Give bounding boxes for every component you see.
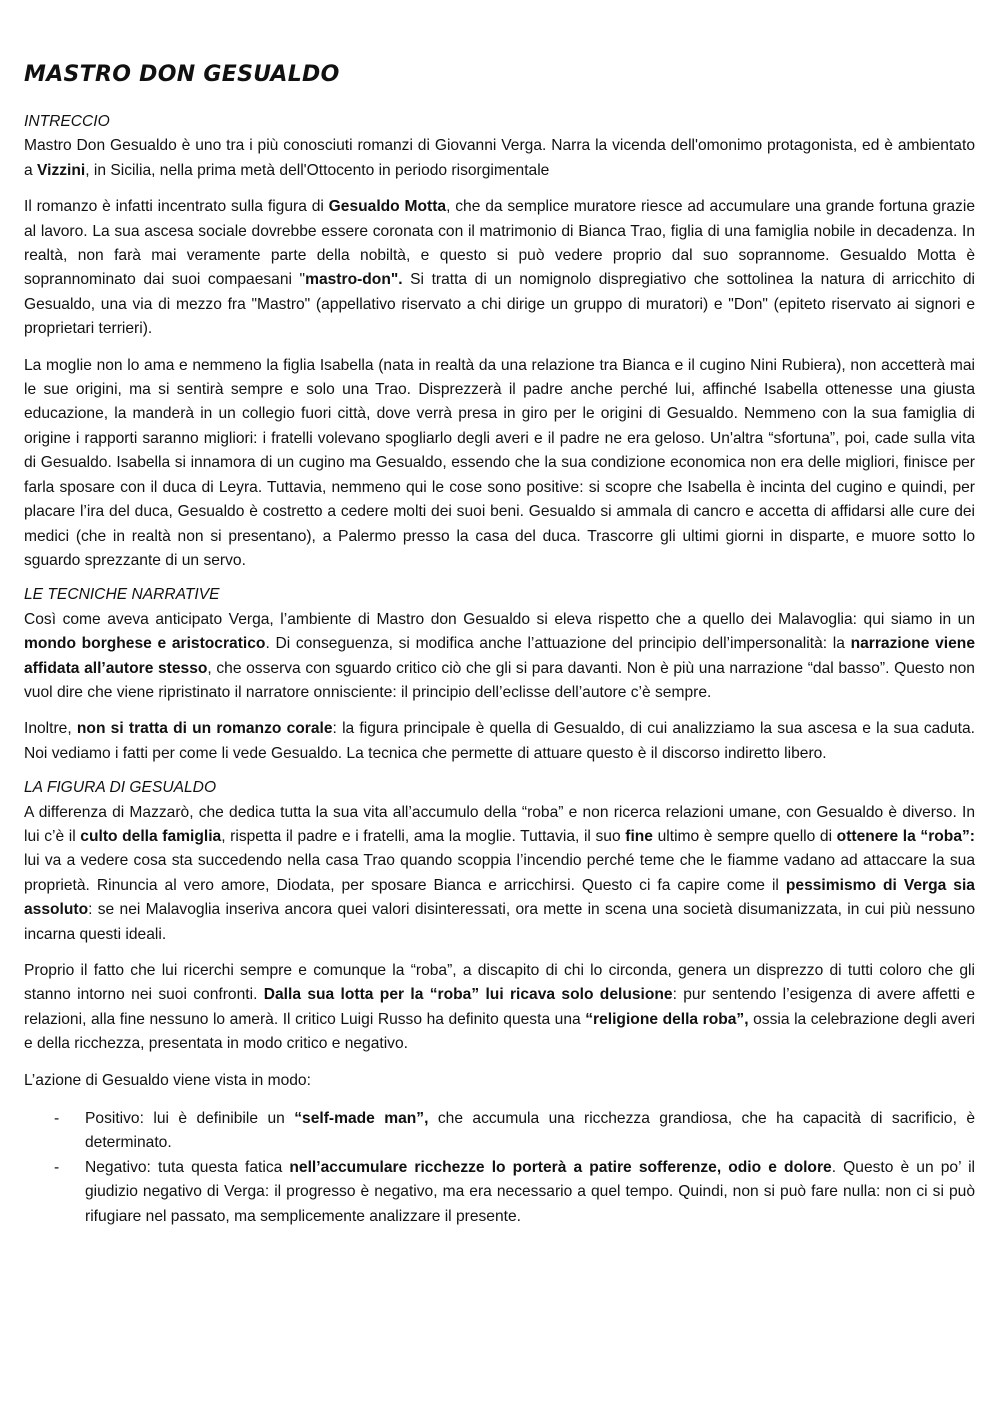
text-run: Negativo: tuta questa fatica <box>85 1158 290 1176</box>
text-run: lui va a vedere cosa sta succedendo nella casa Trao quando scoppia l’incendio perché teme che le fiamme vadano ad attaccare la sua proprietà. Rinuncia al vero amore, Diodata, per sposare Bianca e arricchirsi. Questo ci fa capire come il <box>24 852 975 894</box>
bold-run: narrazione viene affidata all’autore stesso <box>24 635 975 677</box>
dash-bullet: - <box>54 1158 60 1176</box>
bold-run: culto della famiglia <box>80 827 222 845</box>
section-figura <box>24 776 975 1229</box>
bold-run: nell’accumulare ricchezze lo porterà a patire sofferenze, odio e dolore <box>289 1158 832 1176</box>
text-run: Positivo: lui è definibile un <box>85 1110 295 1128</box>
section-tecniche <box>24 583 975 766</box>
text-run: A differenza di Mazzarò, che dedica tutta la sua vita all’accumulo della “roba” e non ricerca relazioni umane, con Gesualdo è diverso. In lui c’è il <box>24 803 975 845</box>
text-run: Si tratta di un nomignolo dispregiativo che sottolinea la natura di arricchito di Gesualdo, una via di mezzo fra "Mastro" (appellativo riservato a chi dirige un gruppo di muratori) e "Don" (epiteto riservato ai signori e proprietari terrieri). <box>24 271 975 338</box>
text-run: : se nei Malavoglia inseriva ancora quei valori disinteressati, ora mette in scena una società disumanizzata, in cui più nessuno incarna questi ideali. <box>24 901 975 943</box>
text-run: ultimo è sempre quello di <box>652 827 837 845</box>
paragraph-figura-3: L’azione di Gesualdo viene vista in modo: <box>24 1071 311 1089</box>
bold-run: fine <box>625 827 653 845</box>
section-heading-tecniche: LE TECNICHE NARRATIVE <box>24 586 220 604</box>
text-run: : la figura principale è quella di Gesualdo, di cui analizziamo la sua ascesa e la sua caduta. Noi vediamo i fatti per come li vede Gesualdo. La tecnica che permette di attuare questo è il discorso indiretto libero. <box>24 720 975 762</box>
bold-run: mondo borghese e aristocratico <box>24 635 266 653</box>
paragraph-figura-2 <box>24 959 975 1057</box>
paragraph-tecniche-2 <box>24 717 975 766</box>
text-run: Il romanzo è infatti incentrato sulla figura di <box>24 198 329 216</box>
bold-run: “religione della roba”, <box>585 1010 749 1028</box>
bold-run: pessimismo di Verga sia assoluto <box>24 876 975 919</box>
dash-bullet: - <box>54 1110 60 1128</box>
bold-run: ottenere la “roba”: <box>836 827 975 845</box>
text-run: Così come aveva anticipato Verga, l’ambiente di Mastro don Gesualdo si eleva rispetto che a quello dei Malavoglia: qui siamo in un <box>24 610 975 628</box>
text-run: Inoltre, <box>24 720 77 738</box>
text-run: ossia la celebrazione degli averi e della ricchezza, presentata in modo critico e negativo. <box>24 1010 976 1053</box>
text-run: . Questo è un po’ il giudizio negativo di Verga: il progresso è negativo, ma era necessario a quel tempo. Quindi, non si può fare nulla: non ci si può rifugiare nel passato, ma semplicemente analizzare il presente. <box>85 1158 976 1225</box>
bold-run: mastro-don". <box>305 271 403 289</box>
paragraph-intreccio-1 <box>24 134 975 183</box>
text-run: Mastro Don Gesualdo è uno tra i più conosciuti romanzi di Giovanni Verga. Narra la vicenda dell'omonimo protagonista, ed è ambientato a <box>24 137 975 179</box>
list-item <box>24 1156 975 1229</box>
bold-run: “self-made man”, <box>294 1110 429 1128</box>
section-heading-figura: LA FIGURA DI GESUALDO <box>24 779 217 797</box>
bold-run: Dalla sua lotta per la “roba” lui ricava solo delusione <box>263 986 673 1004</box>
bold-run: Gesualdo Motta <box>328 198 447 216</box>
dash-list <box>24 1107 975 1229</box>
text-run: , rispetta il padre e i fratelli, ama la moglie. Tuttavia, il suo <box>221 827 626 845</box>
section-intreccio <box>24 110 975 573</box>
text-run: , che osserva con sguardo critico ciò che gli si para davanti. Non è più una narrazione “dal basso”. Questo non vuol dire che viene ripristinato il narratore onnisciente: il principio dell’eclisse dell’autore c’è sempre. <box>24 659 975 701</box>
bold-run: Vizzini <box>37 161 86 179</box>
paragraph-tecniche-1 <box>24 608 975 706</box>
list-item <box>24 1107 975 1156</box>
document-title: MASTRO DON GESUALDO <box>24 62 340 87</box>
text-run: : pur sentendo l’esigenza di avere affetti e relazioni, alla fine nessuno lo amerà. Il critico Luigi Russo ha definito questa una <box>24 986 975 1028</box>
paragraph-intreccio-2 <box>24 195 975 341</box>
text-run: , che da semplice muratore riesce ad accumulare una grande fortuna grazie al lavoro. La sua ascesa sociale dovrebbe essere coronata con il matrimonio di Bianca Trao, figlia di una famiglia nobile in decadenza. In realtà, non farà mai veramente parte della nobiltà, e questo si può vedere proprio dal suo soprannome. Gesualdo Motta è soprannominato dai suoi compaesani " <box>24 198 975 289</box>
text-run: Proprio il fatto che lui ricerchi sempre e comunque la “roba”, a discapito di chi lo circonda, genera un disprezzo di tutti coloro che gli stanno intorno nei suoi confronti. <box>24 962 975 1004</box>
text-run: , in Sicilia, nella prima metà dell'Ottocento in periodo risorgimentale <box>85 161 550 179</box>
text-run: che accumula una ricchezza grandiosa, che ha capacità di sacrificio, è determinato. <box>85 1110 975 1152</box>
section-heading-intreccio: INTRECCIO <box>24 113 110 130</box>
bold-run: non si tratta di un romanzo corale <box>76 720 333 738</box>
text-run: . Di conseguenza, si modifica anche l’attuazione del principio dell’impersonalità: la <box>265 635 851 653</box>
paragraph-figura-1 <box>24 801 975 947</box>
paragraph-intreccio-3: La moglie non lo ama e nemmeno la figlia Isabella (nata in realtà da una relazione tra Bianca e il cugino Nini Rubiera), non accetterà mai le sue origini, ma si sentirà sempre e solo una Trao. Disprezzerà il padre anche perché lui, affinché Isabella ottenesse una giusta educazione, la manderà in un collegio fuori città, dove verrà presa in giro per le origini di Gesualdo. Nemmeno con la sua famiglia di origine i rapporti saranno migliori: i fratelli volevano spogliarlo degli averi e il padre ne era geloso. Un'altra “sfortuna”, poi, cade sulla vita di Gesualdo. Isabella si innamora di un cugino ma Gesualdo, essendo che la sua condizione economica non era delle migliori, finisce per farla sposare con il duca di Leyra. Tuttavia, nemmeno qui le cose sono positive: si scopre che Isabella è incinta del cugino e quindi, per placare l’ira del duca, Gesualdo è costretto a cedere molti dei suoi beni. Gesualdo si ammala di cancro e accetta di affidarsi alle cure dei medici (che in realtà non si presentano), a Palermo presso la casa del duca. Trascorre gli ultimi giorni in disparte, e muore sotto lo sguardo sprezzante di un servo. <box>24 356 975 569</box>
